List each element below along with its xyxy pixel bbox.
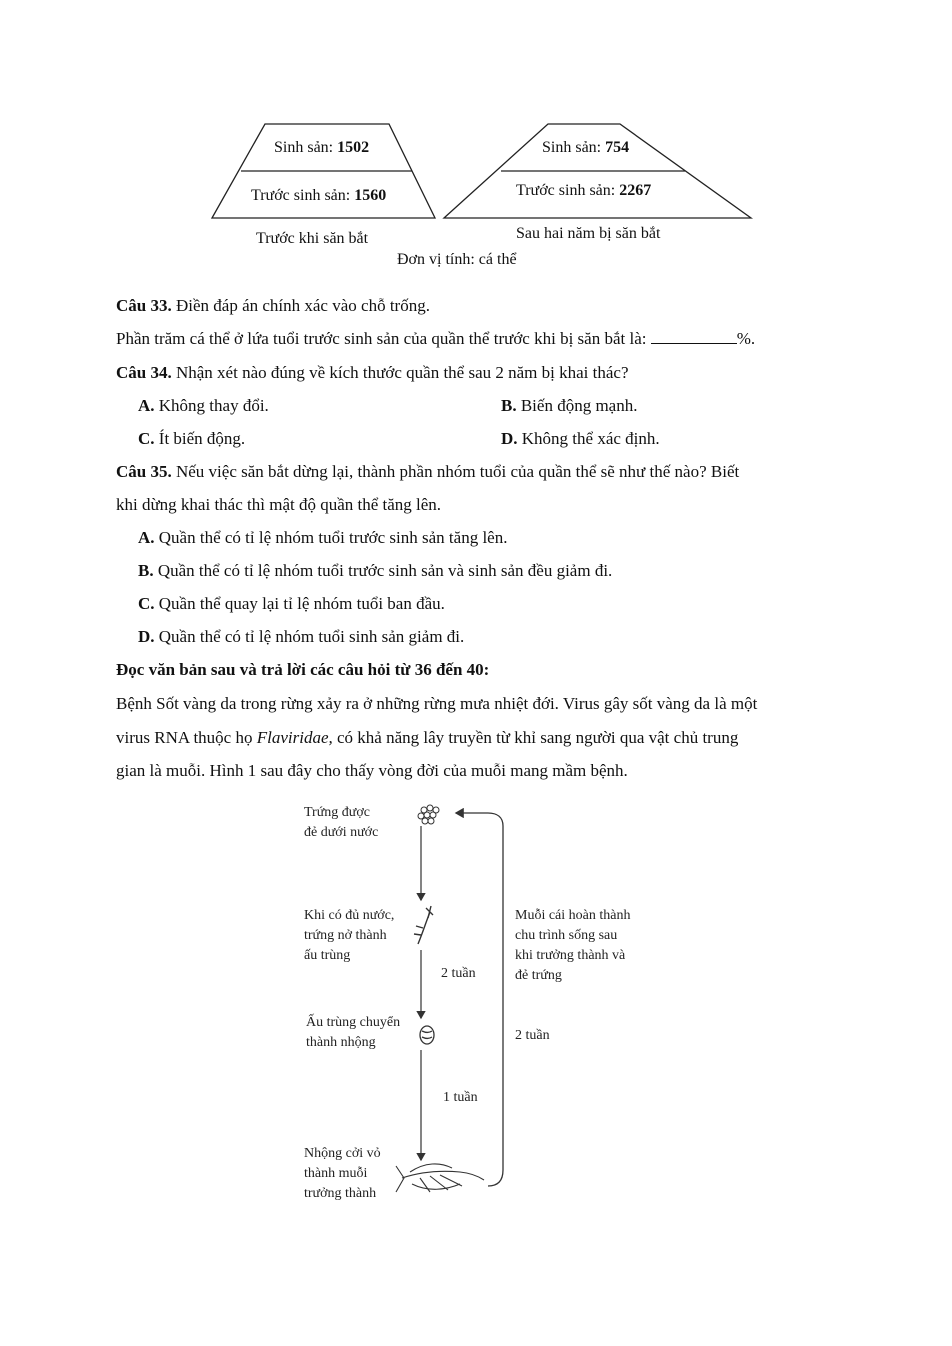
- passage-line-2: virus RNA thuộc họ Flaviridae, có khả năng lây truyền từ khỉ sang người qua vật chủ trung: [116, 728, 739, 747]
- q34-option-b[interactable]: B. Biến động mạnh.: [501, 396, 638, 415]
- label-larva: Khi có đủ nước, trứng nở thành ấu trùng: [304, 908, 395, 963]
- pupa-icon: [420, 1026, 434, 1044]
- caption-before: Trước khi săn bắt: [256, 230, 369, 247]
- q34-option-a[interactable]: A. Không thay đổi.: [138, 396, 269, 415]
- label-time-larva-pupa: 2 tuần: [441, 966, 476, 981]
- passage-line-3: gian là muỗi. Hình 1 sau đây cho thấy vòng đời của muỗi mang mầm bệnh.: [116, 761, 628, 780]
- label-time-cycle: 2 tuần: [515, 1028, 550, 1043]
- larva-icon: [414, 906, 433, 944]
- q35-option-c[interactable]: C. Quần thể quay lại tỉ lệ nhóm tuổi ban đầu.: [138, 594, 445, 613]
- label-eggs: Trứng được đẻ dưới nước: [304, 805, 379, 840]
- before-reproductive-label: Sinh sản: 1502: [274, 139, 370, 156]
- q34-prompt: Câu 34. Nhận xét nào đúng về kích thước quần thể sau 2 năm bị khai thác?: [116, 363, 629, 382]
- before-prereproductive-label: Trước sinh sản: 1560: [251, 187, 387, 204]
- label-time-pupa-adult: 1 tuần: [443, 1090, 478, 1105]
- eggs-icon: [418, 805, 439, 824]
- q35-option-a[interactable]: A. Quần thể có tỉ lệ nhóm tuổi trước sinh sản tăng lên.: [138, 528, 508, 547]
- label-pupa: Ấu trùng chuyển thành nhộng: [306, 1015, 401, 1050]
- adult-mosquito-icon: [396, 1164, 484, 1192]
- q33-statement: Phần trăm cá thể ở lứa tuổi trước sinh sản của quần thể trước khi bị săn bắt là: %.: [116, 329, 756, 348]
- after-reproductive-label: Sinh sản: 754: [542, 139, 630, 156]
- caption-after: Sau hai năm bị săn bắt: [516, 225, 661, 242]
- passage-heading: Đọc văn bản sau và trả lời các câu hỏi từ 36 đến 40:: [116, 660, 490, 679]
- passage-line-1: Bệnh Sốt vàng da trong rừng xảy ra ở những rừng mưa nhiệt đới. Virus gây sốt vàng da là một: [116, 694, 758, 713]
- after-prereproductive-label: Trước sinh sản: 2267: [516, 182, 652, 199]
- q35-option-d[interactable]: D. Quần thể có tỉ lệ nhóm tuổi sinh sản giảm đi.: [138, 627, 465, 646]
- q35-option-b[interactable]: B. Quần thể có tỉ lệ nhóm tuổi trước sinh sản và sinh sản đều giảm đi.: [138, 561, 613, 580]
- unit-caption: Đơn vị tính: cá thể: [397, 251, 517, 268]
- q33-prompt: Câu 33. Điền đáp án chính xác vào chỗ trống.: [116, 296, 430, 315]
- q34-option-d[interactable]: D. Không thể xác định.: [501, 429, 660, 448]
- q34-option-c[interactable]: C. Ít biến động.: [138, 429, 246, 448]
- arrow-adult-to-eggs: [456, 813, 503, 1186]
- q35-prompt-continued: khi dừng khai thác thì mật độ quần thể tăng lên.: [116, 495, 442, 514]
- label-female-cycle: Muỗi cái hoàn thành chu trình sống sau khi trưởng thành và đẻ trứng: [515, 908, 631, 983]
- q35-prompt: Câu 35. Nếu việc săn bắt dừng lại, thành phần nhóm tuổi của quần thể sẽ như thế nào? Biết: [116, 462, 740, 481]
- label-adult: Nhộng cởi vỏ thành muỗi trưởng thành: [304, 1146, 381, 1201]
